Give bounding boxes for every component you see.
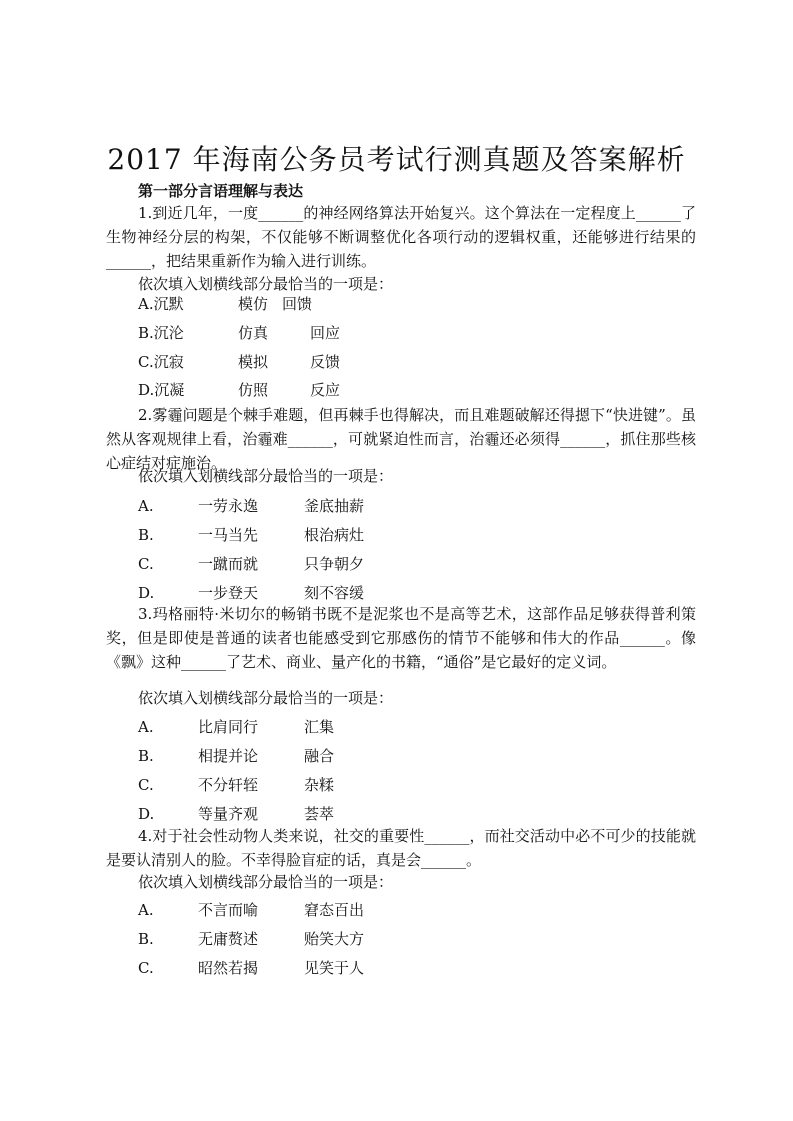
question-3-text: 3.玛格丽特·米切尔的畅销书既不是泥浆也不是高等艺术，这部作品足够获得普利策奖，但是即使是普通的读者也能感受到它那感伤的情节不能够和伟大的作品______。像《飘》这种______了艺术、商业、量产化的书籍，“通俗”是它最好的定义词。 bbox=[106, 605, 696, 671]
question-2-text: 2.雾霾问题是个棘手难题，但再棘手也得解决，而且难题破解还得摁下“快进键”。虽然从客观规律上看，治霾难______，可就紧迫性而言，治霾还必须得______，抓住那些核心症结对症施治。 bbox=[106, 406, 696, 472]
question-4-text: 4.对于社会性动物人类来说，社交的重要性______，而社交活动中必不可少的技能就是要认清别人的脸。不幸得脸盲症的话，真是会______。 bbox=[106, 827, 696, 869]
question-1-text: 1.到近几年，一度______的神经网络算法开始复兴。这个算法在一定程度上______了生物神经分层的构架，不仅能够不断调整优化各项行动的逻辑权重，还能够进行结果的______，把结果重新作为输入进行训练。 bbox=[106, 204, 696, 270]
question-2-prompt: 依次填入划横线部分最恰当的一项是： bbox=[138, 467, 394, 485]
question-4-prompt: 依次填入划横线部分最恰当的一项是： bbox=[138, 873, 394, 891]
page-title: 2017 年海南公务员考试行测真题及答案解析 bbox=[107, 143, 686, 176]
question-1-prompt: 依次填入划横线部分最恰当的一项是： bbox=[138, 275, 394, 293]
question-3-prompt: 依次填入划横线部分最恰当的一项是： bbox=[138, 689, 394, 707]
document-page: 2017 年海南公务员考试行测真题及答案解析 第一部分言语理解与表达 1.到近几年，一度______的神经网络算法开始复兴。这个算法在一定程度上______了生物神经分层的构架，不仅能够不断调整优化各项行动的逻辑权重，还能够进行结果的______，把结果重新作为输入进行训练。 依次填入划横线部分最恰当的一项是： A.沉默 模仿 回馈 B.沉沦 仿真 回应 C.沉寂 模拟 反馈 D.沉凝 仿照 反应 2.雾霾问题是个棘手难题，但再棘手也得解决，而且难题破解还得摁下“快进键”。虽然从客观规律上看，治霾难______，可就紧迫性而言，治霾还必须得______，抓住那些核心症结对症施治。 依次填入划横线部分最恰当的一项是： A. 一劳永逸 釜底抽薪 B. 一马当先 根治病灶 C. 一蹴而就 只争朝夕 D. 一步登天 刻不容缓 3.玛格丽特·米切尔的畅销书既不是泥浆也不是高等艺术，这部作品足够获得普利策奖，但是即使是普通的读者也能感受到它那感伤的情节不能够和伟大的作品______。像《飘》这种______了艺术、商业、量产化的书籍，“通俗”是它最好的定义词。 依次填入划横线部分最恰当的一项是： A. 比肩同行 汇集 B. 相提并论 融合 C. 不分轩轾 杂糅 D. 等量齐观 荟萃 4.对于社会性动物人类来说，社交的重要性______，而社交活动中必不可少的技能就是要认清别人的脸。不幸得脸盲症的话，真是会______。 依次填入划横线部分最恰当的一项是： A. 不言而喻 窘态百出 B. 无庸赘述 贻笑大方 C. 昭然若揭 见笑于人 bbox=[0, 0, 793, 1121]
section-heading: 第一部分言语理解与表达 bbox=[138, 182, 304, 200]
